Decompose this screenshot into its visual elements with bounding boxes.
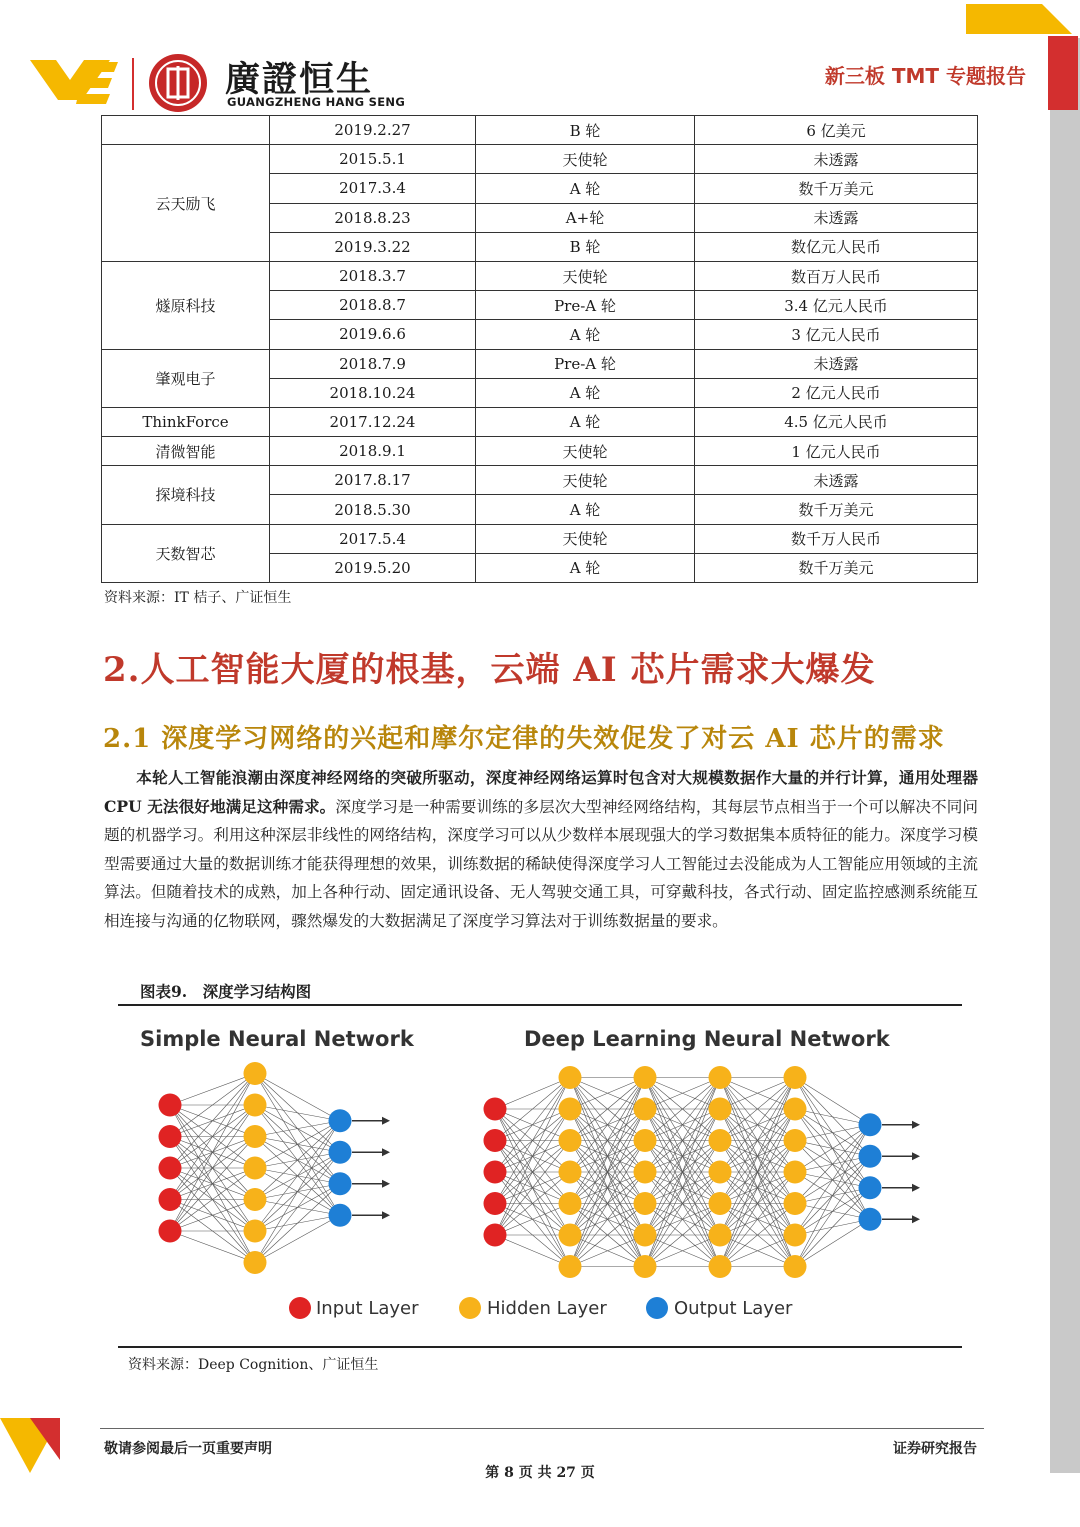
subsection-title: 2.1 深度学习网络的兴起和摩尔定律的失效促发了对云 AI 芯片的需求 bbox=[103, 724, 945, 754]
round-cell: Pre-A 轮 bbox=[476, 349, 695, 378]
table-source: 资料来源：IT 桔子、广证恒生 bbox=[104, 590, 292, 606]
footer-rule bbox=[100, 1428, 984, 1429]
legend-hidden-label: Hidden Layer bbox=[487, 1298, 607, 1319]
round-cell: A 轮 bbox=[476, 320, 695, 349]
deep-net-hidden-node bbox=[559, 1066, 582, 1089]
deep-net-hidden-node bbox=[559, 1192, 582, 1215]
simple-network-title: Simple Neural Network bbox=[140, 1027, 414, 1051]
legend-input-dot bbox=[289, 1297, 311, 1319]
round-cell: B 轮 bbox=[476, 116, 695, 145]
simple-net-arrow-head bbox=[382, 1211, 390, 1219]
simple-net-connection bbox=[255, 1105, 340, 1121]
figure-label: 图表9. 深度学习结构图 bbox=[140, 982, 312, 1001]
legend-output-label: Output Layer bbox=[674, 1298, 793, 1319]
legend-output-dot bbox=[646, 1297, 668, 1319]
simple-net-input-node bbox=[159, 1188, 182, 1211]
deep-net-output-node bbox=[859, 1145, 882, 1168]
deep-net-connection bbox=[495, 1078, 570, 1110]
deep-net-hidden-node bbox=[709, 1129, 732, 1152]
company-cell: 肇观电子 bbox=[102, 349, 270, 407]
deep-net-hidden-node bbox=[559, 1255, 582, 1278]
deep-net-connection bbox=[795, 1125, 870, 1172]
round-cell: A 轮 bbox=[476, 174, 695, 203]
amount-cell: 数亿元人民币 bbox=[695, 232, 978, 261]
company-cell: ThinkForce bbox=[102, 407, 270, 436]
figure-source: 资料来源：Deep Cognition、广证恒生 bbox=[128, 1357, 379, 1373]
date-cell: 2018.8.23 bbox=[270, 203, 476, 232]
date-cell: 2019.5.20 bbox=[270, 553, 476, 582]
deep-net-hidden-node bbox=[559, 1224, 582, 1247]
round-cell: A 轮 bbox=[476, 378, 695, 407]
deep-net-input-node bbox=[484, 1161, 507, 1184]
deep-net-connection bbox=[795, 1125, 870, 1204]
simple-net-connection bbox=[255, 1121, 340, 1231]
deep-net-hidden-node bbox=[559, 1098, 582, 1121]
deep-net-input-node bbox=[484, 1098, 507, 1121]
simple-net-hidden-node bbox=[244, 1220, 267, 1243]
deep-net-hidden-node bbox=[709, 1161, 732, 1184]
footer-report-type: 证券研究报告 bbox=[893, 1441, 977, 1457]
simple-net-input-node bbox=[159, 1125, 182, 1148]
simple-net-connection bbox=[255, 1121, 340, 1168]
amount-cell: 1 亿元人民币 bbox=[695, 437, 978, 466]
deep-net-hidden-node bbox=[784, 1098, 807, 1121]
date-cell: 2015.5.1 bbox=[270, 145, 476, 174]
deep-net-hidden-node bbox=[784, 1192, 807, 1215]
brand-name-en: GUANGZHENG HANG SENG bbox=[227, 95, 406, 109]
simple-net-output-node bbox=[329, 1172, 352, 1195]
section-title: 2.人工智能大厦的根基，云端 AI 芯片需求大爆发 bbox=[103, 650, 876, 690]
deep-net-arrow-head bbox=[912, 1184, 920, 1192]
date-cell: 2019.3.22 bbox=[270, 232, 476, 261]
deep-net-hidden-node bbox=[784, 1066, 807, 1089]
simple-net-connection bbox=[170, 1074, 255, 1106]
company-cell: 天数智芯 bbox=[102, 524, 270, 582]
amount-cell: 未透露 bbox=[695, 466, 978, 495]
simple-net-connection bbox=[170, 1231, 255, 1263]
amount-cell: 数千万美元 bbox=[695, 495, 978, 524]
deep-net-hidden-node bbox=[634, 1255, 657, 1278]
amount-cell: 6 亿美元 bbox=[695, 116, 978, 145]
simple-net-input-node bbox=[159, 1094, 182, 1117]
simple-net-output-node bbox=[329, 1109, 352, 1132]
legend-input-label: Input Layer bbox=[316, 1298, 419, 1319]
simple-net-arrow-head bbox=[382, 1180, 390, 1188]
deep-net-hidden-node bbox=[634, 1098, 657, 1121]
deep-net-connection bbox=[795, 1188, 870, 1267]
round-cell: A 轮 bbox=[476, 495, 695, 524]
amount-cell: 未透露 bbox=[695, 145, 978, 174]
deep-net-hidden-node bbox=[709, 1098, 732, 1121]
deep-net-hidden-node bbox=[634, 1192, 657, 1215]
brand-name-cn: 廣證恒生 bbox=[225, 60, 374, 100]
report-title: 新三板 TMT 专题报告 bbox=[824, 64, 1026, 88]
round-cell: A 轮 bbox=[476, 553, 695, 582]
deep-net-connection bbox=[495, 1235, 570, 1267]
simple-net-hidden-node bbox=[244, 1125, 267, 1148]
round-cell: A+轮 bbox=[476, 203, 695, 232]
deep-network-title: Deep Learning Neural Network bbox=[524, 1027, 890, 1051]
deep-net-input-node bbox=[484, 1192, 507, 1215]
amount-cell: 未透露 bbox=[695, 203, 978, 232]
simple-net-connection bbox=[255, 1152, 340, 1262]
deep-net-hidden-node bbox=[709, 1066, 732, 1089]
footer-disclaimer: 敬请参阅最后一页重要声明 bbox=[104, 1441, 272, 1457]
deep-net-output-node bbox=[859, 1176, 882, 1199]
simple-net-connection bbox=[170, 1074, 255, 1169]
deep-net-hidden-node bbox=[634, 1224, 657, 1247]
simple-net-connection bbox=[255, 1121, 340, 1200]
round-cell: A 轮 bbox=[476, 407, 695, 436]
date-cell: 2017.8.17 bbox=[270, 466, 476, 495]
round-cell: 天使轮 bbox=[476, 437, 695, 466]
amount-cell: 4.5 亿元人民币 bbox=[695, 407, 978, 436]
paragraph-body: 深度学习是一种需要训练的多层次大型神经网络结构，其每层节点相当于一个可以解决不同问题的机器学习。利用这种深层非线性的网络结构，深度学习可以从少数样本展现强大的学习数据集本质特征的能力。深度学习模型需要通过大量的数据训练才能获得理想的效果，训练数据的稀缺使得深度学习人工智能过去没能成为人工智能应用领域的主流算法。但随着技术的成熟，加上各种行动、固定通讯设备、无人驾驶交通工具，可穿戴科技，各式行动、固定监控感测系统能互相连接与沟通的亿物联网，骤然爆发的大数据满足了深度学习算法对于训练数据量的要求。 bbox=[104, 797, 978, 930]
simple-net-hidden-node bbox=[244, 1188, 267, 1211]
deep-net-arrow-head bbox=[912, 1121, 920, 1129]
deep-net-connection bbox=[495, 1078, 570, 1236]
simple-net-input-node bbox=[159, 1157, 182, 1180]
simple-net-connection bbox=[255, 1121, 340, 1137]
deep-net-hidden-node bbox=[559, 1161, 582, 1184]
simple-net-connection bbox=[255, 1215, 340, 1262]
deep-net-hidden-node bbox=[709, 1224, 732, 1247]
deep-net-input-node bbox=[484, 1129, 507, 1152]
deep-net-connection bbox=[795, 1219, 870, 1266]
deep-net-input-node bbox=[484, 1224, 507, 1247]
round-cell: Pre-A 轮 bbox=[476, 291, 695, 320]
simple-net-connection bbox=[255, 1184, 340, 1263]
deep-net-connection bbox=[795, 1125, 870, 1267]
amount-cell: 数千万美元 bbox=[695, 174, 978, 203]
deep-net-hidden-node bbox=[784, 1129, 807, 1152]
date-cell: 2018.8.7 bbox=[270, 291, 476, 320]
date-cell: 2018.10.24 bbox=[270, 378, 476, 407]
deep-net-hidden-node bbox=[784, 1224, 807, 1247]
deep-net-output-node bbox=[859, 1208, 882, 1231]
company-cell: 探境科技 bbox=[102, 466, 270, 524]
amount-cell: 未透露 bbox=[695, 349, 978, 378]
deep-net-hidden-node bbox=[784, 1161, 807, 1184]
round-cell: 天使轮 bbox=[476, 261, 695, 290]
deep-net-output-node bbox=[859, 1113, 882, 1136]
deep-net-hidden-node bbox=[634, 1066, 657, 1089]
deep-net-arrow-head bbox=[912, 1215, 920, 1223]
date-cell: 2019.2.27 bbox=[270, 116, 476, 145]
amount-cell: 3.4 亿元人民币 bbox=[695, 291, 978, 320]
deep-net-connection bbox=[495, 1078, 570, 1173]
deep-net-connection bbox=[795, 1078, 870, 1125]
amount-cell: 数千万美元 bbox=[695, 553, 978, 582]
company-cell: 清微智能 bbox=[102, 437, 270, 466]
deep-net-hidden-node bbox=[784, 1255, 807, 1278]
simple-net-connection bbox=[255, 1121, 340, 1263]
amount-cell: 数百万人民币 bbox=[695, 261, 978, 290]
amount-cell: 3 亿元人民币 bbox=[695, 320, 978, 349]
deep-net-hidden-node bbox=[634, 1161, 657, 1184]
date-cell: 2019.6.6 bbox=[270, 320, 476, 349]
amount-cell: 数千万人民币 bbox=[695, 524, 978, 553]
deep-net-hidden-node bbox=[709, 1255, 732, 1278]
page-number: 第 8 页 共 27 页 bbox=[485, 1465, 595, 1481]
amount-cell: 2 亿元人民币 bbox=[695, 378, 978, 407]
round-cell: 天使轮 bbox=[476, 466, 695, 495]
company-cell: 云天励飞 bbox=[102, 145, 270, 262]
date-cell: 2017.12.24 bbox=[270, 407, 476, 436]
figure-bottom-rule bbox=[118, 1346, 962, 1348]
company-cell: 燧原科技 bbox=[102, 261, 270, 349]
simple-net-arrow-head bbox=[382, 1117, 390, 1125]
simple-net-output-node bbox=[329, 1204, 352, 1227]
simple-net-arrow-head bbox=[382, 1148, 390, 1156]
simple-net-hidden-node bbox=[244, 1094, 267, 1117]
legend-hidden-dot bbox=[459, 1297, 481, 1319]
date-cell: 2017.5.4 bbox=[270, 524, 476, 553]
paragraph-lead: 本轮人工智能浪潮由深度神经网络的突破所驱动，深度神经网络运算时包含对大规模数据作大量的并行计算，通用处理器 CPU 无法很好地满足这种需求。 bbox=[104, 768, 978, 816]
date-cell: 2018.3.7 bbox=[270, 261, 476, 290]
date-cell: 2018.9.1 bbox=[270, 437, 476, 466]
date-cell: 2018.7.9 bbox=[270, 349, 476, 378]
simple-net-input-node bbox=[159, 1220, 182, 1243]
round-cell: 天使轮 bbox=[476, 145, 695, 174]
simple-net-hidden-node bbox=[244, 1251, 267, 1274]
simple-net-connection bbox=[170, 1074, 255, 1232]
simple-net-connection bbox=[255, 1074, 340, 1121]
date-cell: 2017.3.4 bbox=[270, 174, 476, 203]
simple-net-hidden-node bbox=[244, 1062, 267, 1085]
round-cell: B 轮 bbox=[476, 232, 695, 261]
simple-net-output-node bbox=[329, 1141, 352, 1164]
simple-net-hidden-node bbox=[244, 1157, 267, 1180]
deep-net-hidden-node bbox=[709, 1192, 732, 1215]
deep-net-hidden-node bbox=[559, 1129, 582, 1152]
deep-net-hidden-node bbox=[634, 1129, 657, 1152]
date-cell: 2018.5.30 bbox=[270, 495, 476, 524]
deep-net-arrow-head bbox=[912, 1152, 920, 1160]
round-cell: 天使轮 bbox=[476, 524, 695, 553]
